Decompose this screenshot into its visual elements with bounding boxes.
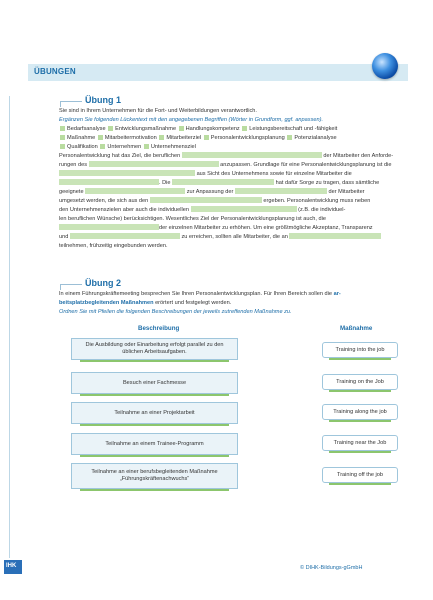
cloze-gap[interactable] [191,206,297,212]
cloze-gap[interactable] [172,179,274,185]
description-text: Die Ausbildung oder Einarbeitung erfolgt parallel zu den üblichen Arbeitsaufgaben. [85,342,224,355]
word-checkbox[interactable] [100,144,105,149]
cloze-segment: . Die [159,180,171,186]
word-bank-item: Handlungskompetenz [185,126,240,132]
word-bank-item: Unternehmen [107,144,142,150]
section-bar [28,64,408,81]
exercise2-highlight: beitsplatzbegleitenden Maßnahmen [59,300,154,306]
exercise2-instruction: Ordnen Sie mit Pfeilen die folgenden Beschreibungen der jeweils zutreffenden Maßnahme zu. [59,309,292,315]
column-header-description: Beschreibung [138,325,180,332]
word-bank-item: Unternehmensziel [150,144,196,150]
word-checkbox[interactable] [98,135,103,140]
measure-box[interactable] [322,467,398,483]
word-checkbox[interactable] [108,126,113,131]
exercise1-bracket [60,101,82,102]
word-bank-item: Personalentwicklungsplanung [210,135,285,141]
word-bank-item: Entwicklungsmaßnahme [115,126,177,132]
word-checkbox[interactable] [287,135,292,140]
cloze-segment: len beruflichen Wünsche) berücksichtigen. Wesentliches Ziel der Personalentwicklungsplanung ist auch, die [59,216,326,222]
exercise2-body [59,290,409,317]
cloze-segment: hat dafür Sorge zu tragen, dass sämtliche [275,180,380,186]
word-bank-item: Mitarbeitermotivation [104,135,157,141]
word-checkbox[interactable] [60,144,65,149]
exercise2-highlight: ar- [333,291,341,297]
measure-text: Training into the job [335,347,385,353]
cloze-segment: der Mitarbeiter den Anforde- [323,153,394,159]
measure-box[interactable] [322,435,398,451]
cloze-segment: teilnehmen, frühzeitig eingebunden werden. [59,243,168,249]
measure-text: Training along the job [333,409,387,415]
left-rule [9,96,10,558]
cloze-gap[interactable] [289,233,381,239]
word-bank-item: Bedarfsanalyse [67,126,106,132]
word-checkbox[interactable] [159,135,164,140]
section-title: ÜBUNGEN [34,67,76,76]
description-text: Teilnahme an einer berufsbegleitenden Maßnahme „Führungskräftenachwuchs“ [91,469,218,482]
cloze-segment: geeignete [59,189,84,195]
word-checkbox[interactable] [242,126,247,131]
exercise2-intro-end: erörtert und festgelegt werden. [155,300,232,306]
word-checkbox[interactable] [144,144,149,149]
cloze-segment: ergeben. Personalentwicklung muss neben [263,198,371,204]
cloze-segment: umgesetzt werden, die sich aus den [59,198,149,204]
description-box[interactable] [71,372,238,394]
cloze-gap[interactable] [85,188,185,194]
word-bank-item: Leistungsbereitschaft und -fähigkeit [249,126,338,132]
cloze-segment: und [59,234,69,240]
measure-text: Training near the Job [333,440,387,446]
word-checkbox[interactable] [60,135,65,140]
description-text: Teilnahme an einem Trainee-Programm [105,440,204,447]
cloze-gap[interactable] [150,197,262,203]
exercise2-heading: Übung 2 [85,278,121,288]
column-header-measure: Maßnahme [340,325,373,332]
description-box[interactable] [71,433,238,455]
word-bank-item: Potenzialanalyse [294,135,337,141]
measure-box[interactable] [322,342,398,358]
cloze-segment: rungen des [59,162,87,168]
cloze-gap[interactable] [235,188,327,194]
copyright-text: © DIHK-Bildungs-gGmbH [300,565,363,571]
exercise1-body [59,107,409,251]
cloze-gap[interactable] [59,170,195,176]
measure-text: Training off the job [336,472,384,478]
exercise2-bracket [60,284,82,285]
description-text: Teilnahme an einer Projektarbeit [114,409,195,416]
cloze-gap[interactable] [70,233,180,239]
exercise1-heading: Übung 1 [85,95,121,105]
word-bank-item: Qualifikation [67,144,98,150]
cloze-segment: aus Sicht des Unternehmens sowie für einzelne Mitarbeiter die [196,171,352,177]
description-box[interactable] [71,402,238,424]
word-bank-item: Mitarbeiterziel [166,135,202,141]
globe-icon [372,53,398,79]
cloze-gap[interactable] [182,152,322,158]
cloze-text [59,152,409,251]
measure-box[interactable] [322,374,398,390]
cloze-segment: anzupassen. Grundlage für eine Personalentwicklungsplanung ist die [220,162,392,168]
cloze-segment: Personalentwicklung hat das Ziel, die beruflichen [59,153,181,159]
exercise2-intro: In einem Führungskräftemeeting besprechen Sie Ihren Personalentwicklungsplan. Für Ihren Bereich sollen die [59,291,333,297]
header-band [0,0,433,52]
word-checkbox[interactable] [60,126,65,131]
cloze-gap[interactable] [59,224,159,230]
measure-text: Training on the Job [336,379,384,385]
ihk-logo [4,560,22,574]
cloze-segment: den Unternehmenszielen aber auch die individuellen [59,207,189,213]
cloze-segment: zu erreichen, sollten alle Mitarbeiter, die an [181,234,288,240]
cloze-gap[interactable] [89,161,219,167]
word-checkbox[interactable] [204,135,209,140]
description-box[interactable] [71,338,238,360]
exercise1-intro: Sie sind in Ihrem Unternehmen für die Fort- und Weiterbildungen verantwortlich. [59,108,257,114]
exercise1-instruction: Ergänzen Sie folgenden Lückentext mit den angegebenen Begriffen (Wörter in Grundform, ggf. anpassen). [59,117,323,123]
word-checkbox[interactable] [179,126,184,131]
cloze-segment: (z.B. die individuel- [298,207,346,213]
measure-box[interactable] [322,404,398,420]
description-text: Besuch einer Fachmesse [122,379,187,386]
word-bank-item: Maßnahme [67,135,96,141]
cloze-segment: der Mitarbeiter [328,189,365,195]
cloze-segment: der einzelnen Mitarbeiter zu erhöhen. Um eine größtmögliche Akzeptanz, Transparenz [159,225,373,231]
word-bank [59,125,409,152]
ihk-logo-text: IHK [6,563,17,569]
description-box[interactable] [71,463,238,489]
cloze-gap[interactable] [59,179,159,185]
cloze-segment: zur Anpassung der [186,189,234,195]
